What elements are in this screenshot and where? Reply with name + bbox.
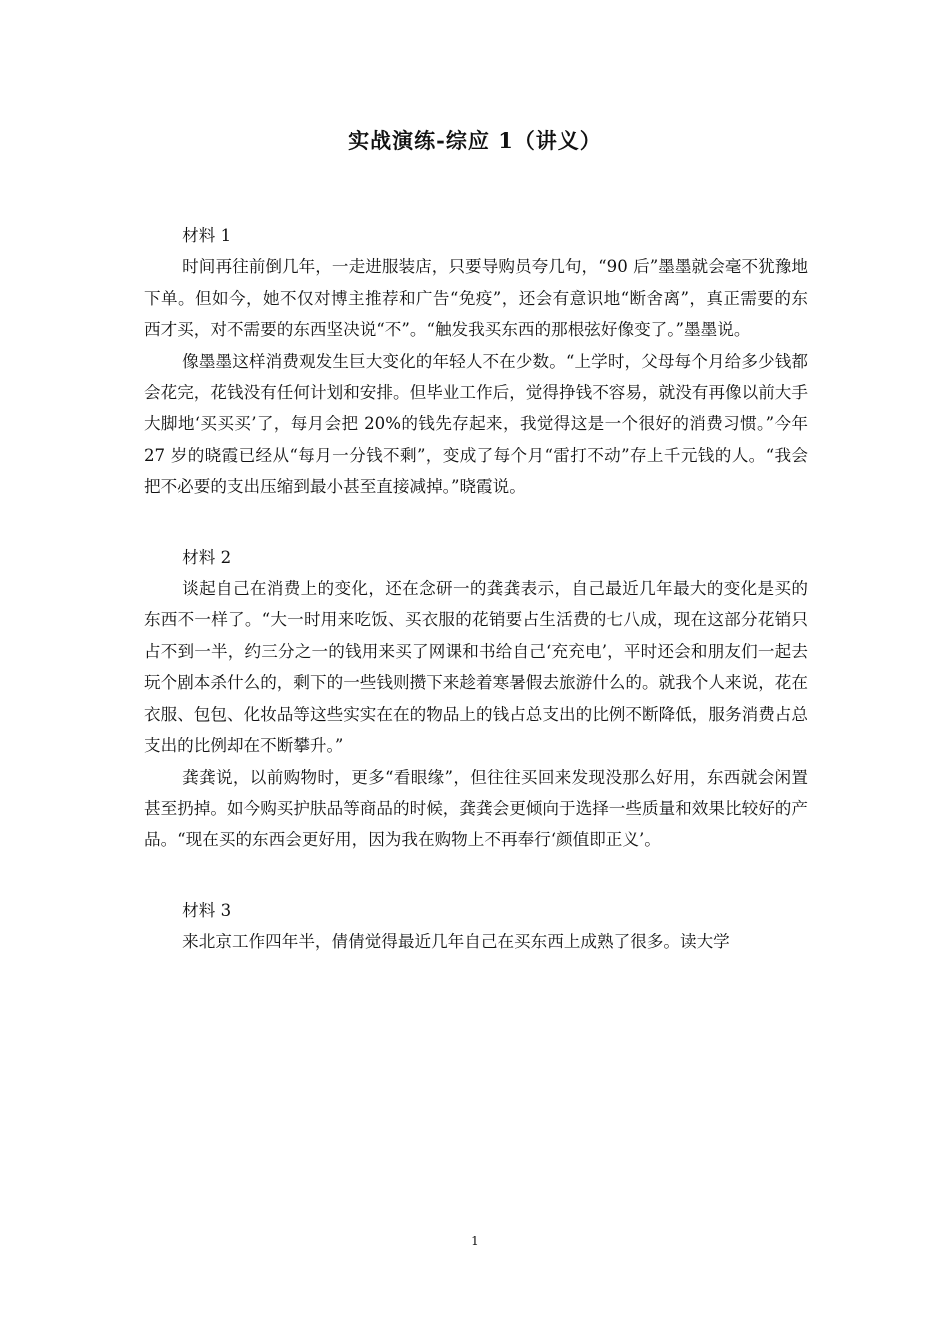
page-title: 实战演练-综应 1（讲义） — [348, 128, 602, 153]
material-1-paragraph-1: 时间再往前倒几年，一走进服装店，只要导购员夸几句，“90 后”墨墨就会毫不犹豫地下单。但如今，她不仅对博主推荐和广告“免疫”，还会有意识地“断舍离”，真正需要的东西才买，对不需要的东西坚决说“不”。“触发我买东西的那根弦好像变了。”墨墨说。 — [144, 257, 808, 340]
material-1-section — [144, 220, 808, 503]
material-1-paragraph-2: 像墨墨这样消费观发生巨大变化的年轻人不在少数。“上学时，父母每个月给多少钱都会花完，花钱没有任何计划和安排。但毕业工作后，觉得挣钱不容易，就没有再像以前大手大脚地‘买买买’了，每月会把 20%的钱先存起来，我觉得这是一个很好的消费习惯。”今年 27 岁的晓霞已经从“每月一分钱不剩”，变成了每个月“雷打不动”存上千元钱的人。“我会把不必要的支出压缩到最小甚至直接减掉。”晓霞说。 — [144, 351, 808, 497]
material-2-section — [144, 542, 808, 856]
material-2-heading: 材料 2 — [182, 547, 232, 567]
material-3-section — [144, 895, 808, 958]
material-2-paragraph-1: 谈起自己在消费上的变化，还在念研一的龚龚表示，自己最近几年最大的变化是买的东西不一样了。“大一时用来吃饭、买衣服的花销要占生活费的七八成，现在这部分花销只占不到一半，约三分之一的钱用来买了网课和书给自己‘充充电’，平时还会和朋友们一起去玩个剧本杀什么的，剩下的一些钱则攒下来趁着寒暑假去旅游什么的。就我个人来说，花在衣服、包包、化妆品等这些实实在在的物品上的钱占总支出的比例不断降低，服务消费占总支出的比例却在不断攀升。” — [144, 579, 808, 756]
document-body — [144, 220, 808, 958]
material-1-heading: 材料 1 — [182, 226, 232, 245]
material-3-paragraph-1: 来北京工作四年半，倩倩觉得最近几年自己在买东西上成熟了很多。读大学 — [182, 932, 730, 952]
page-number: 1 — [471, 1234, 479, 1248]
material-3-heading: 材料 3 — [182, 900, 232, 920]
material-2-paragraph-2: 龚龚说，以前购物时，更多“看眼缘”，但往往买回来发现没那么好用，东西就会闲置甚至扔掉。如今购买护肤品等商品的时候，龚龚会更倾向于选择一些质量和效果比较好的产品。“现在买的东西会更好用，因为我在购物上不再奉行‘颜值即正义’。 — [144, 767, 808, 850]
